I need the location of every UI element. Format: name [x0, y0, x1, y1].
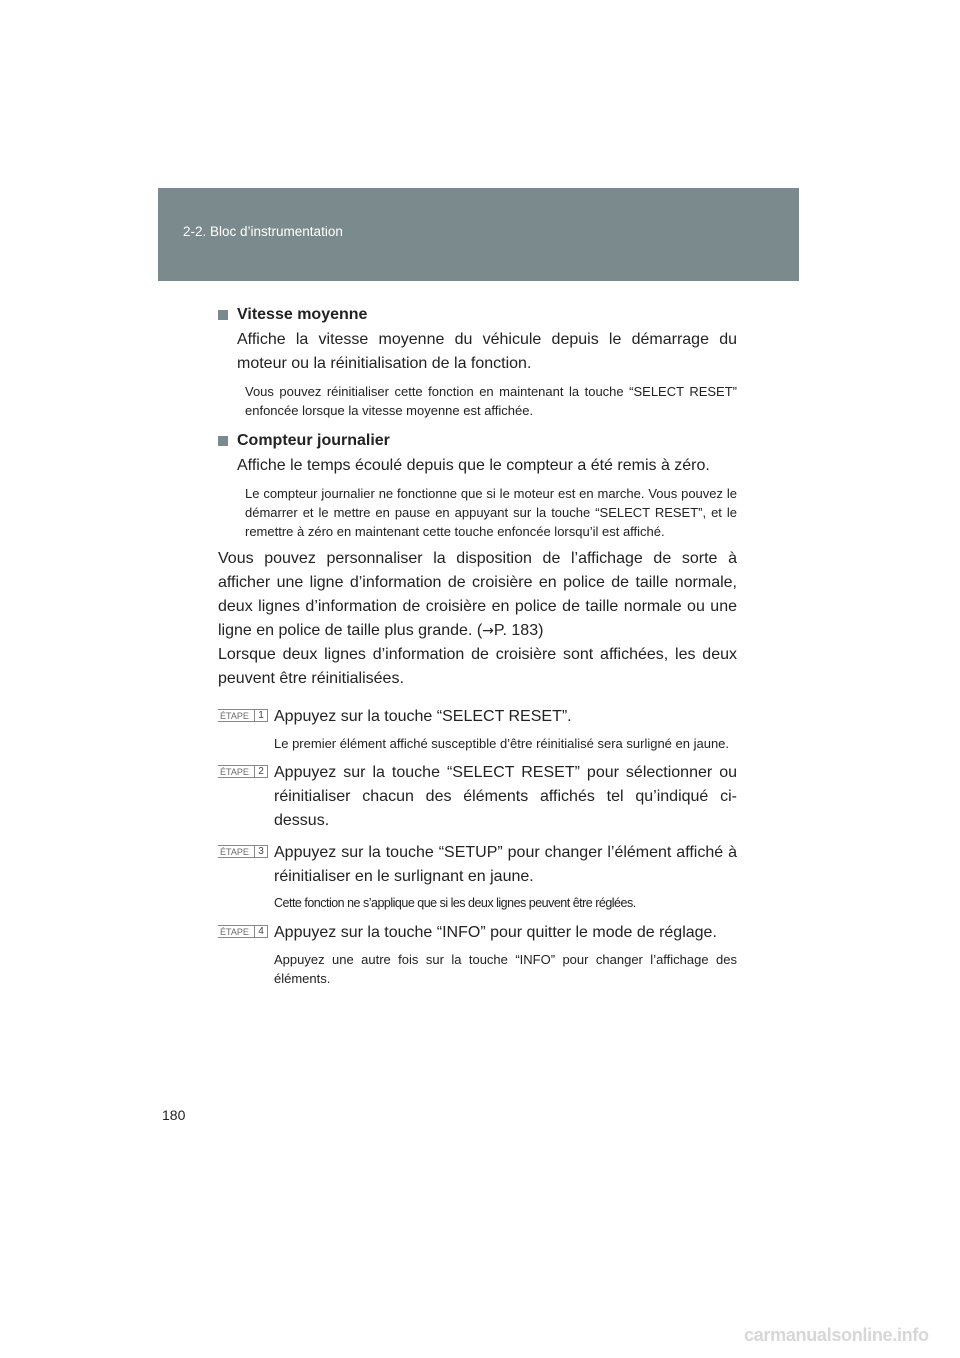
- square-bullet-icon: [218, 310, 228, 320]
- step-text: Appuyez sur la touche “SETUP” pour changer l’élément affiché à réinitialiser en le surlignant en jaune.: [274, 844, 737, 885]
- paragraph-text: Vous pouvez personnaliser la disposition de l’affichage de sorte à afficher une ligne d’information de croisière en police de taille normale, deux lignes d’information de croisière en police de taille normale ou une ligne en police de taille plus grande. (: [218, 550, 737, 639]
- page-reference-link[interactable]: P. 183): [493, 622, 544, 639]
- page-number: 180: [162, 1107, 186, 1123]
- step-text: Appuyez sur la touche “INFO” pour quitter le mode de réglage.: [274, 924, 717, 941]
- section-vitesse-moyenne: [218, 304, 737, 420]
- square-bullet-icon: [218, 436, 228, 446]
- step-badge-number: 3: [254, 845, 268, 858]
- step-badge-number: 1: [254, 709, 268, 722]
- step-text: Appuyez sur la touche “SELECT RESET”.: [274, 708, 572, 725]
- step-badge: [218, 925, 268, 938]
- step-badge: [218, 845, 268, 858]
- step-badge-label: ÉTAPE: [218, 845, 254, 858]
- step-note: Cette fonction ne s’applique que si les deux lignes peuvent être réglées.: [274, 896, 636, 910]
- step-item: [218, 705, 737, 753]
- section-compteur-journalier: [218, 430, 737, 541]
- reset-paragraph: Lorsque deux lignes d’information de croisière sont affichées, les deux peuvent être réinitialisées.: [218, 646, 737, 687]
- steps-list: [218, 705, 737, 988]
- step-badge-number: 2: [254, 765, 268, 778]
- section-body: Affiche la vitesse moyenne du véhicule depuis le démarrage du moteur ou la réinitialisation de la fonction.: [237, 331, 737, 372]
- customize-paragraph: [218, 547, 737, 643]
- step-badge-label: ÉTAPE: [218, 709, 254, 722]
- step-badge: [218, 765, 268, 778]
- step-text: Appuyez sur la touche “SELECT RESET” pour sélectionner ou réinitialiser chacun des éléments affichés tel qu’indiqué ci-dessus.: [274, 764, 737, 829]
- step-item: [218, 841, 737, 913]
- subheading: [218, 430, 737, 452]
- arrow-right-icon: →: [482, 623, 494, 639]
- section-note: Le compteur journalier ne fonctionne que si le moteur est en marche. Vous pouvez le démarrer et le mettre en pause en appuyant sur la touche “SELECT RESET”, et le remettre à zéro en maintenant cette touche enfoncée lorsqu’il est affiché.: [245, 486, 737, 539]
- step-badge-label: ÉTAPE: [218, 765, 254, 778]
- subheading: [218, 304, 737, 326]
- watermark-logo: carmanualsonline.info: [744, 1325, 929, 1345]
- step-badge-label: ÉTAPE: [218, 925, 254, 938]
- step-badge: [218, 709, 268, 722]
- step-item: [218, 761, 737, 833]
- subheading-title: Compteur journalier: [237, 432, 390, 449]
- step-note: Le premier élément affiché susceptible d’être réinitialisé sera surligné en jaune.: [274, 736, 730, 751]
- subheading-title: Vitesse moyenne: [237, 306, 368, 323]
- page-content: [218, 304, 737, 988]
- step-note: Appuyez une autre fois sur la touche “INFO” pour changer l’affichage des éléments.: [274, 952, 737, 986]
- section-title: 2-2. Bloc d’instrumentation: [183, 224, 343, 239]
- header-band: [158, 188, 799, 281]
- section-body: Affiche le temps écoulé depuis que le compteur a été remis à zéro.: [237, 457, 710, 474]
- step-badge-number: 4: [254, 925, 268, 938]
- step-item: [218, 921, 737, 988]
- section-note: Vous pouvez réinitialiser cette fonction en maintenant la touche “SELECT RESET” enfoncée lorsque la vitesse moyenne est affichée.: [245, 384, 737, 418]
